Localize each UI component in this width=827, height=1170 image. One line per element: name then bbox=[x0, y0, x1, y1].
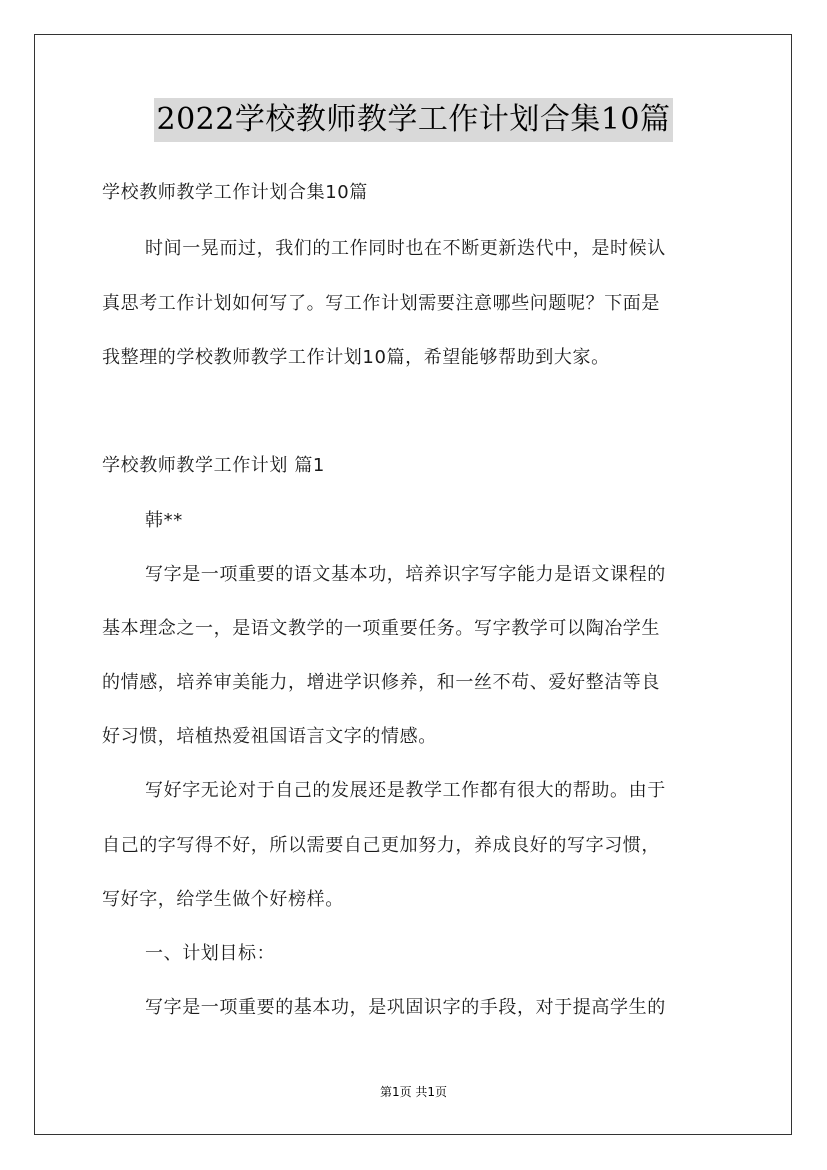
paragraph-line: 写好字，给学生做个好榜样。 bbox=[102, 889, 344, 910]
page-number-footer: 第1页 共1页 bbox=[379, 1085, 448, 1099]
paragraph-line: 时间一晃而过，我们的工作同时也在不断更新迭代中，是时候认 bbox=[145, 238, 666, 259]
paragraph-line: 好习惯，培植热爱祖国语言文字的情感。 bbox=[102, 726, 437, 747]
list-heading: 一、计划目标： bbox=[145, 943, 276, 964]
paragraph-line: 基本理念之一，是语文教学的一项重要任务。写字教学可以陶冶学生 bbox=[102, 618, 660, 639]
subtitle-line: 学校教师教学工作计划合集10篇 bbox=[102, 182, 368, 203]
document-title: 2022学校教师教学工作计划合集10篇 bbox=[154, 98, 672, 142]
paragraph-line: 自己的字写得不好，所以需要自己更加努力，养成良好的写字习惯， bbox=[102, 835, 660, 856]
paragraph-line: 写好字无论对于自己的发展还是教学工作都有很大的帮助。由于 bbox=[145, 780, 666, 801]
paragraph-line: 写字是一项重要的语文基本功，培养识字写字能力是语文课程的 bbox=[145, 564, 666, 585]
author-line: 韩** bbox=[145, 510, 183, 531]
section-heading: 学校教师教学工作计划 篇1 bbox=[102, 455, 325, 476]
paragraph-line: 的情感，培养审美能力，增进学识修养，和一丝不苟、爱好整洁等良 bbox=[102, 672, 660, 693]
paragraph-line: 真思考工作计划如何写了。写工作计划需要注意哪些问题呢？下面是 bbox=[102, 293, 660, 314]
title-container bbox=[0, 98, 827, 142]
paragraph-line: 写字是一项重要的基本功，是巩固识字的手段，对于提高学生的 bbox=[145, 997, 666, 1018]
paragraph-line: 我整理的学校教师教学工作计划10篇，希望能够帮助到大家。 bbox=[102, 347, 610, 368]
